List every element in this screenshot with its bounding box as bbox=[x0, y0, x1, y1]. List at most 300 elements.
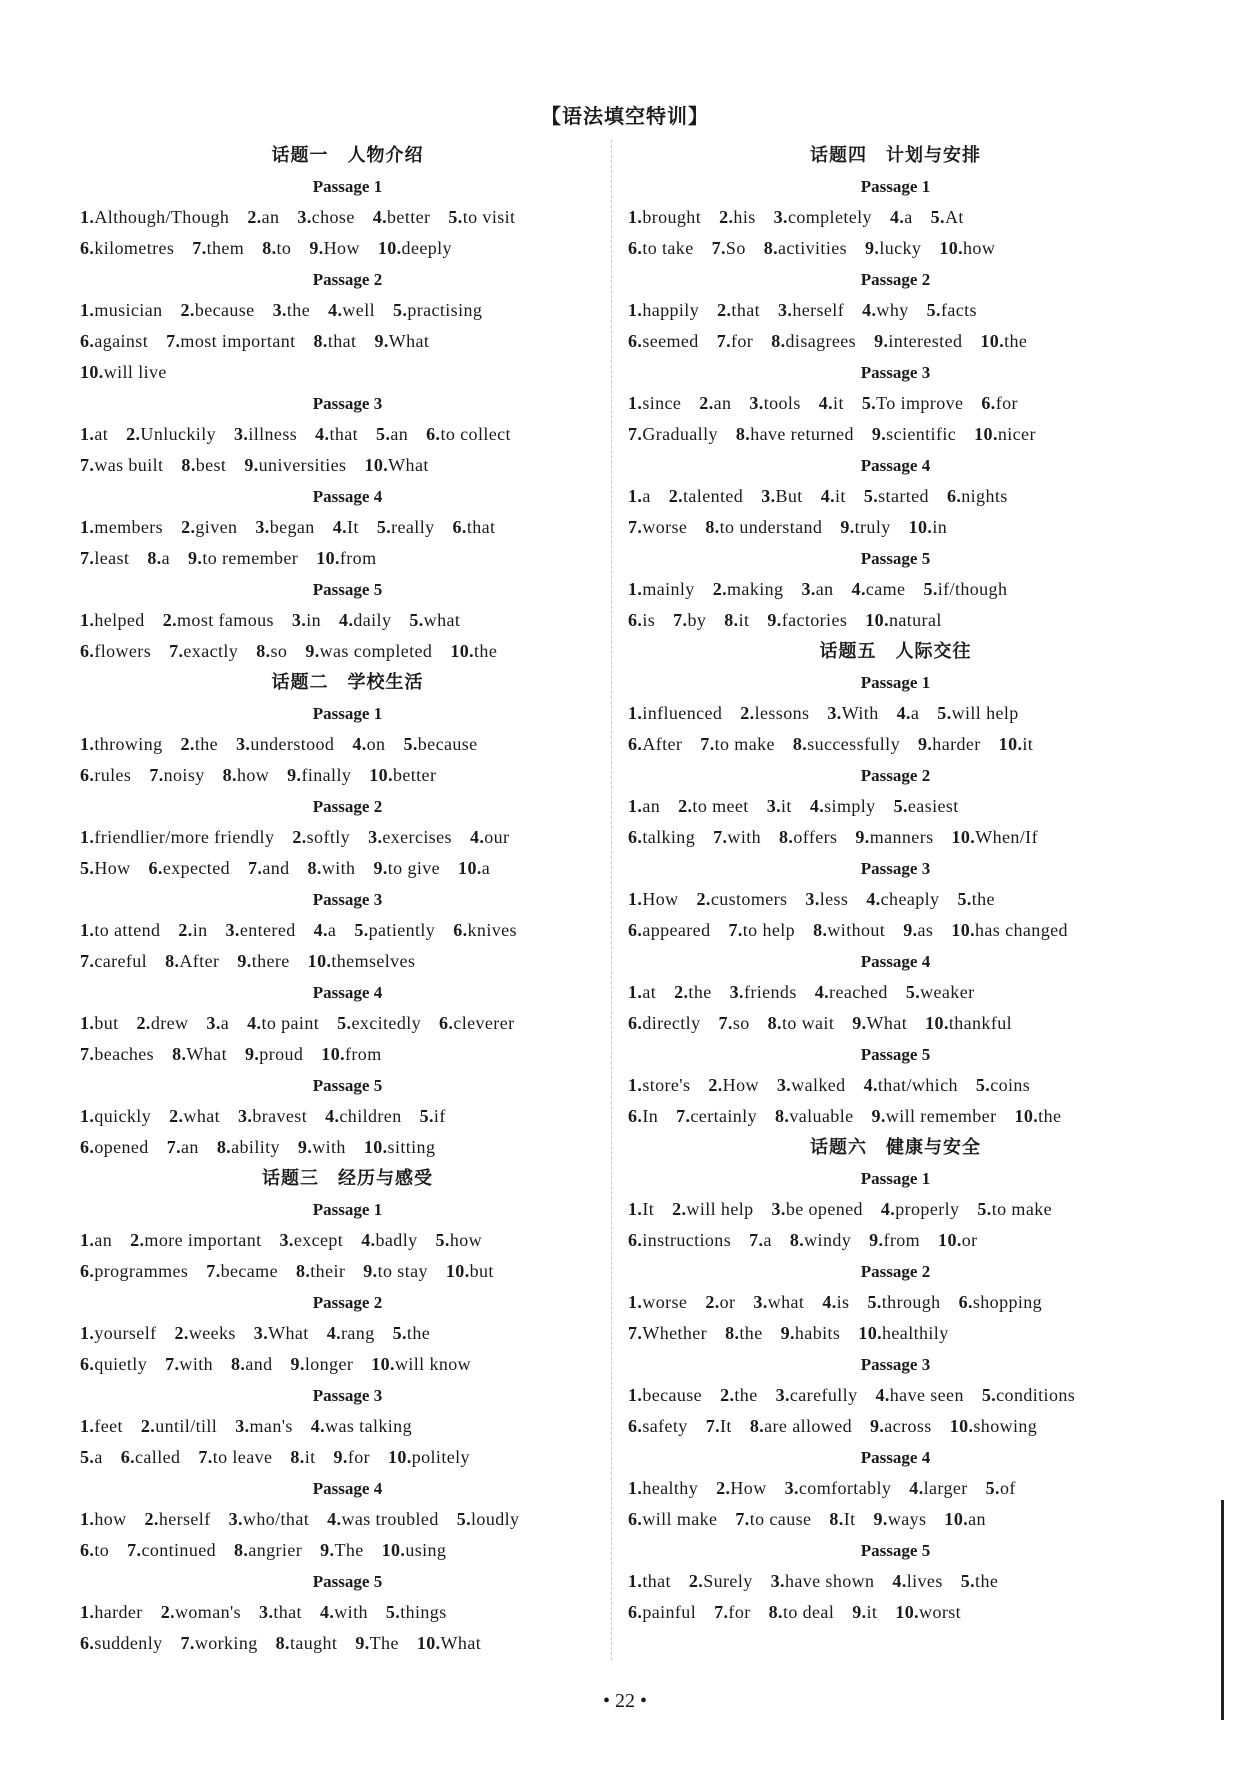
answer-item bbox=[147, 548, 170, 568]
answer-text: How bbox=[730, 1478, 767, 1498]
answer-item bbox=[871, 1106, 996, 1126]
answer-item bbox=[80, 920, 160, 940]
answer-number: 6. bbox=[628, 827, 643, 847]
answer-text: an bbox=[181, 1137, 199, 1157]
answer-number: 3. bbox=[206, 1013, 221, 1033]
answer-text: across bbox=[884, 1416, 932, 1436]
answer-line bbox=[628, 202, 1163, 233]
answer-text: What bbox=[866, 1013, 908, 1033]
answer-number: 4. bbox=[862, 300, 877, 320]
answer-text: opened bbox=[94, 1137, 149, 1157]
answer-text: yourself bbox=[94, 1323, 157, 1343]
answer-text: a bbox=[910, 703, 920, 723]
answer-number: 6. bbox=[628, 1230, 643, 1250]
answer-number: 1. bbox=[628, 1571, 643, 1591]
answer-number: 9. bbox=[871, 424, 887, 444]
answer-item bbox=[705, 1292, 735, 1312]
answer-text: least bbox=[94, 548, 130, 568]
answer-number: 9. bbox=[287, 765, 302, 785]
answer-text: At bbox=[944, 207, 964, 227]
answer-item bbox=[724, 610, 749, 630]
answer-number: 9. bbox=[865, 238, 880, 258]
answer-item bbox=[426, 424, 511, 444]
answer-number: 6. bbox=[426, 424, 441, 444]
answer-line bbox=[80, 233, 615, 264]
answer-number: 6. bbox=[958, 1292, 973, 1312]
answer-text: to meet bbox=[692, 796, 749, 816]
answer-item bbox=[767, 796, 792, 816]
answer-text: is bbox=[642, 610, 656, 630]
answer-text: how bbox=[94, 1509, 127, 1529]
answer-line bbox=[80, 1225, 615, 1256]
answer-number: 1. bbox=[628, 1292, 643, 1312]
answer-line bbox=[80, 1411, 615, 1442]
answer-number: 7. bbox=[80, 455, 95, 475]
answer-item bbox=[750, 1416, 852, 1436]
answer-text: of bbox=[999, 1478, 1016, 1498]
answer-item bbox=[777, 1075, 846, 1095]
passage-heading: Passage 4 bbox=[312, 1479, 383, 1498]
answer-text: with bbox=[321, 858, 356, 878]
answer-item bbox=[793, 734, 900, 754]
answer-number: 4. bbox=[809, 796, 825, 816]
passage-heading: Passage 1 bbox=[860, 1169, 931, 1188]
answer-number: 1. bbox=[80, 920, 95, 940]
answer-item bbox=[719, 1013, 750, 1033]
answer-item bbox=[121, 1447, 181, 1467]
answer-item bbox=[961, 1571, 999, 1591]
answer-item bbox=[774, 207, 872, 227]
passage-heading: Passage 5 bbox=[312, 1076, 383, 1095]
answer-item bbox=[181, 734, 219, 754]
answer-number: 2. bbox=[716, 1478, 731, 1498]
answer-text: What bbox=[268, 1323, 309, 1343]
answer-number: 10. bbox=[381, 1540, 406, 1560]
answer-line bbox=[628, 884, 1163, 915]
answer-number: 4. bbox=[866, 889, 881, 909]
answer-item bbox=[714, 1602, 751, 1622]
answer-text: loudly bbox=[471, 1509, 520, 1529]
passage-heading: Passage 5 bbox=[860, 1541, 931, 1560]
answer-number: 9. bbox=[873, 1509, 888, 1529]
answer-text: valuable bbox=[789, 1106, 854, 1126]
answer-text: windy bbox=[804, 1230, 852, 1250]
answer-item bbox=[298, 1137, 346, 1157]
answer-text: on bbox=[366, 734, 386, 754]
answer-item bbox=[352, 734, 385, 754]
answer-text: exactly bbox=[183, 641, 239, 661]
answer-item bbox=[749, 393, 800, 413]
answer-item bbox=[717, 331, 754, 351]
answer-text: safety bbox=[642, 1416, 688, 1436]
answer-number: 2. bbox=[678, 796, 693, 816]
answer-text: to bbox=[94, 1540, 110, 1560]
answer-text: with bbox=[334, 1602, 368, 1622]
answer-number: 4. bbox=[326, 1323, 342, 1343]
answer-number: 8. bbox=[307, 858, 322, 878]
answer-text: for bbox=[728, 1602, 751, 1622]
answer-text: It bbox=[642, 1199, 655, 1219]
answer-item bbox=[909, 1478, 967, 1498]
answer-item bbox=[925, 1013, 1012, 1033]
answer-text: have shown bbox=[784, 1571, 875, 1591]
answer-text: to make bbox=[714, 734, 775, 754]
answer-text: programmes bbox=[94, 1261, 189, 1281]
answer-number: 2. bbox=[708, 1075, 723, 1095]
answer-text: to paint bbox=[261, 1013, 320, 1033]
answer-text: so bbox=[732, 1013, 750, 1033]
answer-number: 5. bbox=[409, 610, 424, 630]
answer-number: 3. bbox=[255, 517, 270, 537]
answer-text: to stay bbox=[377, 1261, 428, 1281]
answer-line bbox=[80, 1442, 615, 1473]
answer-item bbox=[314, 331, 357, 351]
answer-item bbox=[827, 703, 878, 723]
answer-item bbox=[373, 858, 440, 878]
topic-heading: 话题三 经历与感受 bbox=[262, 1168, 433, 1189]
answer-item bbox=[393, 1323, 431, 1343]
passage-heading: Passage 3 bbox=[312, 890, 383, 909]
answer-number: 1. bbox=[628, 1385, 643, 1405]
passage-heading: Passage 5 bbox=[312, 1572, 383, 1591]
answer-number: 10. bbox=[416, 1633, 441, 1653]
answer-number: 9. bbox=[855, 827, 870, 847]
answer-text: for bbox=[731, 331, 754, 351]
answer-number: 1. bbox=[628, 796, 643, 816]
answer-item bbox=[80, 1261, 188, 1281]
answer-item bbox=[436, 1230, 483, 1250]
answer-item bbox=[248, 858, 290, 878]
answer-text: chose bbox=[311, 207, 355, 227]
answer-text: but bbox=[469, 1261, 494, 1281]
answer-line bbox=[628, 1225, 1163, 1256]
answer-text: Although/Though bbox=[94, 207, 230, 227]
passage-heading: Passage 1 bbox=[312, 704, 383, 723]
answer-number: 6. bbox=[120, 1447, 136, 1467]
answer-number: 8. bbox=[290, 1447, 305, 1467]
answer-number: 3. bbox=[776, 1075, 792, 1095]
answer-number: 6. bbox=[628, 610, 643, 630]
answer-number: 1. bbox=[628, 486, 643, 506]
answer-number: 8. bbox=[256, 641, 271, 661]
answer-number: 9. bbox=[374, 331, 389, 351]
answer-text: continued bbox=[141, 1540, 217, 1560]
answer-number: 7. bbox=[700, 734, 715, 754]
answer-item bbox=[137, 1013, 189, 1033]
answer-line bbox=[80, 822, 615, 853]
answer-number: 10. bbox=[939, 238, 964, 258]
answer-text: an bbox=[261, 207, 280, 227]
answer-item bbox=[785, 1478, 892, 1498]
answer-item bbox=[80, 734, 163, 754]
answer-number: 2. bbox=[720, 1385, 735, 1405]
answer-text: musician bbox=[94, 300, 163, 320]
answer-number: 10. bbox=[925, 1013, 949, 1033]
answer-item bbox=[628, 1416, 688, 1436]
answer-item bbox=[881, 1199, 960, 1219]
answer-number: 7. bbox=[718, 1013, 733, 1033]
answer-number: 9. bbox=[373, 858, 388, 878]
answer-item bbox=[188, 548, 298, 568]
answer-number: 6. bbox=[80, 331, 95, 351]
left-answer-column bbox=[80, 140, 615, 1659]
answer-number: 9. bbox=[852, 1013, 867, 1033]
answer-item bbox=[628, 579, 695, 599]
answer-number: 9. bbox=[244, 455, 259, 475]
answer-item bbox=[181, 1633, 258, 1653]
answer-text: if/though bbox=[937, 579, 1008, 599]
answer-text: interested bbox=[888, 331, 963, 351]
answer-line bbox=[628, 1318, 1163, 1349]
answer-item bbox=[80, 517, 163, 537]
answer-text: became bbox=[220, 1261, 278, 1281]
answer-item bbox=[725, 1323, 763, 1343]
answer-number: 1. bbox=[628, 1075, 643, 1095]
answer-number: 4. bbox=[889, 207, 905, 227]
answer-item bbox=[1014, 1106, 1061, 1126]
answer-text: themselves bbox=[331, 951, 416, 971]
answer-item bbox=[166, 331, 295, 351]
answer-item bbox=[458, 858, 490, 878]
answer-text: will know bbox=[394, 1354, 472, 1374]
answer-number: 2. bbox=[178, 920, 193, 940]
answer-text: that/which bbox=[877, 1075, 958, 1095]
answer-item bbox=[206, 1261, 278, 1281]
answer-item bbox=[708, 1075, 759, 1095]
answer-text: most famous bbox=[177, 610, 274, 630]
answer-number: 3. bbox=[228, 1509, 243, 1529]
answer-number: 10. bbox=[388, 1447, 412, 1467]
answer-item bbox=[628, 1478, 698, 1498]
answer-text: that bbox=[731, 300, 761, 320]
answer-item bbox=[315, 424, 358, 444]
answer-item bbox=[981, 393, 1018, 413]
answer-text: properly bbox=[895, 1199, 960, 1219]
answer-item bbox=[198, 1447, 272, 1467]
answer-text: instructions bbox=[642, 1230, 732, 1250]
answer-text: but bbox=[94, 1013, 119, 1033]
answer-item bbox=[355, 1633, 399, 1653]
answer-item bbox=[982, 1385, 1075, 1405]
answer-text: in bbox=[306, 610, 322, 630]
answer-number: 7. bbox=[735, 1509, 750, 1529]
answer-item bbox=[226, 920, 296, 940]
answer-text: the bbox=[975, 1571, 999, 1591]
answer-item bbox=[181, 455, 226, 475]
answer-text: directly bbox=[642, 1013, 701, 1033]
answer-text: quietly bbox=[94, 1354, 148, 1374]
answer-text: given bbox=[195, 517, 238, 537]
answer-item bbox=[328, 300, 375, 320]
answer-item bbox=[852, 579, 906, 599]
answer-text: sitting bbox=[387, 1137, 436, 1157]
answer-number: 8. bbox=[724, 610, 739, 630]
answer-text: happily bbox=[642, 300, 700, 320]
answer-text: why bbox=[876, 300, 909, 320]
answer-text: rules bbox=[94, 765, 132, 785]
answer-text: In bbox=[642, 1106, 659, 1126]
answer-item bbox=[628, 610, 655, 630]
answer-item bbox=[386, 1602, 447, 1622]
answer-number: 6. bbox=[628, 238, 643, 258]
answer-item bbox=[237, 951, 289, 971]
answer-text: a bbox=[220, 1013, 230, 1033]
answer-number: 9. bbox=[903, 920, 918, 940]
answer-item bbox=[736, 424, 854, 444]
answer-number: 10. bbox=[363, 1137, 388, 1157]
answer-text: an bbox=[815, 579, 834, 599]
answer-number: 3. bbox=[729, 982, 744, 1002]
answer-number: 5. bbox=[893, 796, 908, 816]
answer-item bbox=[470, 827, 510, 847]
answer-number: 8. bbox=[779, 827, 794, 847]
answer-text: for bbox=[347, 1447, 371, 1467]
answer-number: 8. bbox=[234, 1540, 249, 1560]
answer-number: 8. bbox=[749, 1416, 765, 1436]
answer-number: 4. bbox=[892, 1571, 907, 1591]
answer-item bbox=[292, 610, 321, 630]
answer-number: 5. bbox=[985, 1478, 1000, 1498]
answer-line bbox=[628, 1473, 1163, 1504]
answer-text: because bbox=[417, 734, 478, 754]
answer-item bbox=[453, 920, 517, 940]
answer-text: exercises bbox=[382, 827, 452, 847]
answer-item bbox=[895, 1602, 961, 1622]
answer-text: until/till bbox=[155, 1416, 218, 1436]
answer-item bbox=[80, 827, 274, 847]
answer-item bbox=[822, 1292, 849, 1312]
answer-number: 1. bbox=[628, 300, 643, 320]
answer-text: customers bbox=[710, 889, 788, 909]
answer-item bbox=[172, 1044, 227, 1064]
answer-number: 4. bbox=[332, 517, 348, 537]
answer-number: 3. bbox=[234, 424, 249, 444]
answer-text: After bbox=[642, 734, 683, 754]
answer-text: finally bbox=[301, 765, 352, 785]
answer-item bbox=[448, 207, 515, 227]
answer-item bbox=[420, 1106, 446, 1126]
answer-number: 7. bbox=[80, 548, 95, 568]
answer-number: 3. bbox=[770, 1571, 785, 1591]
answer-text: to understand bbox=[719, 517, 823, 537]
answer-item bbox=[259, 1602, 302, 1622]
answer-item bbox=[894, 796, 959, 816]
answer-number: 2. bbox=[696, 889, 711, 909]
answer-text: because bbox=[194, 300, 255, 320]
answer-number: 10. bbox=[1014, 1106, 1039, 1126]
answer-line bbox=[628, 698, 1163, 729]
answer-text: noisy bbox=[163, 765, 205, 785]
answer-number: 8. bbox=[767, 1013, 782, 1033]
passage-heading: Passage 2 bbox=[312, 1293, 383, 1312]
answer-number: 2. bbox=[712, 579, 728, 599]
answer-number: 5. bbox=[981, 1385, 997, 1405]
passage-heading: Passage 3 bbox=[860, 363, 931, 382]
answer-item bbox=[378, 238, 452, 258]
answer-item bbox=[779, 827, 837, 847]
column-divider bbox=[611, 140, 612, 1660]
answer-item bbox=[819, 393, 844, 413]
answer-item bbox=[772, 1199, 863, 1219]
answer-text: Whether bbox=[642, 1323, 708, 1343]
answer-line bbox=[628, 295, 1163, 326]
answer-number: 7. bbox=[749, 1230, 764, 1250]
answer-number: 10. bbox=[895, 1602, 920, 1622]
answer-number: 3. bbox=[272, 300, 287, 320]
answer-number: 10. bbox=[998, 734, 1023, 754]
answer-text: with bbox=[179, 1354, 214, 1374]
answer-text: the bbox=[688, 982, 712, 1002]
answer-text: brought bbox=[642, 207, 702, 227]
answer-number: 6. bbox=[80, 1137, 95, 1157]
answer-number: 7. bbox=[676, 1106, 691, 1126]
answer-item bbox=[373, 207, 431, 227]
answer-number: 3. bbox=[238, 1106, 253, 1126]
answer-item bbox=[890, 207, 913, 227]
answer-number: 4. bbox=[863, 1075, 878, 1095]
answer-text: a bbox=[763, 1230, 772, 1250]
answer-text: Gradually bbox=[642, 424, 718, 444]
topic-heading: 话题四 计划与安排 bbox=[810, 145, 981, 166]
answer-item bbox=[628, 1323, 707, 1343]
topic-heading: 话题一 人物介绍 bbox=[271, 145, 424, 166]
answer-number: 8. bbox=[775, 1106, 790, 1126]
answer-item bbox=[80, 1106, 151, 1126]
answer-number: 8. bbox=[181, 455, 196, 475]
answer-text: less bbox=[819, 889, 849, 909]
answer-number: 6. bbox=[628, 1416, 643, 1436]
answer-item bbox=[864, 486, 929, 506]
answer-item bbox=[749, 1230, 772, 1250]
answer-text: practising bbox=[407, 300, 483, 320]
answer-text: It bbox=[720, 1416, 732, 1436]
answer-item bbox=[771, 1571, 875, 1591]
answer-number: 6. bbox=[80, 1633, 95, 1653]
answer-line bbox=[628, 729, 1163, 760]
answer-item bbox=[951, 920, 1068, 940]
answer-item bbox=[628, 1509, 717, 1529]
answer-text: herself bbox=[792, 300, 845, 320]
answer-number: 1. bbox=[628, 393, 643, 413]
answer-item bbox=[753, 1292, 804, 1312]
answer-number: 10. bbox=[307, 951, 332, 971]
answer-text: against bbox=[94, 331, 149, 351]
answer-text: the bbox=[739, 1323, 763, 1343]
answer-line bbox=[80, 1318, 615, 1349]
answer-number: 5. bbox=[385, 1602, 401, 1622]
answer-number: 3. bbox=[773, 207, 788, 227]
answer-number: 10. bbox=[908, 517, 933, 537]
answer-item bbox=[829, 1509, 855, 1529]
answer-item bbox=[697, 889, 788, 909]
answer-number: 10. bbox=[951, 920, 976, 940]
answer-item bbox=[292, 827, 350, 847]
answer-text: completely bbox=[787, 207, 872, 227]
answer-text: to visit bbox=[462, 207, 516, 227]
answer-item bbox=[388, 1447, 470, 1467]
answer-number: 4. bbox=[851, 579, 866, 599]
answer-item bbox=[950, 1416, 1038, 1436]
answer-number: 4. bbox=[247, 1013, 262, 1033]
answer-line bbox=[628, 419, 1163, 450]
answer-number: 10. bbox=[80, 362, 104, 382]
answer-item bbox=[236, 734, 334, 754]
answer-text: well bbox=[342, 300, 375, 320]
answer-number: 3. bbox=[253, 1323, 269, 1343]
answer-number: 1. bbox=[80, 1013, 95, 1033]
answer-item bbox=[80, 1447, 103, 1467]
answer-item bbox=[290, 1447, 315, 1467]
